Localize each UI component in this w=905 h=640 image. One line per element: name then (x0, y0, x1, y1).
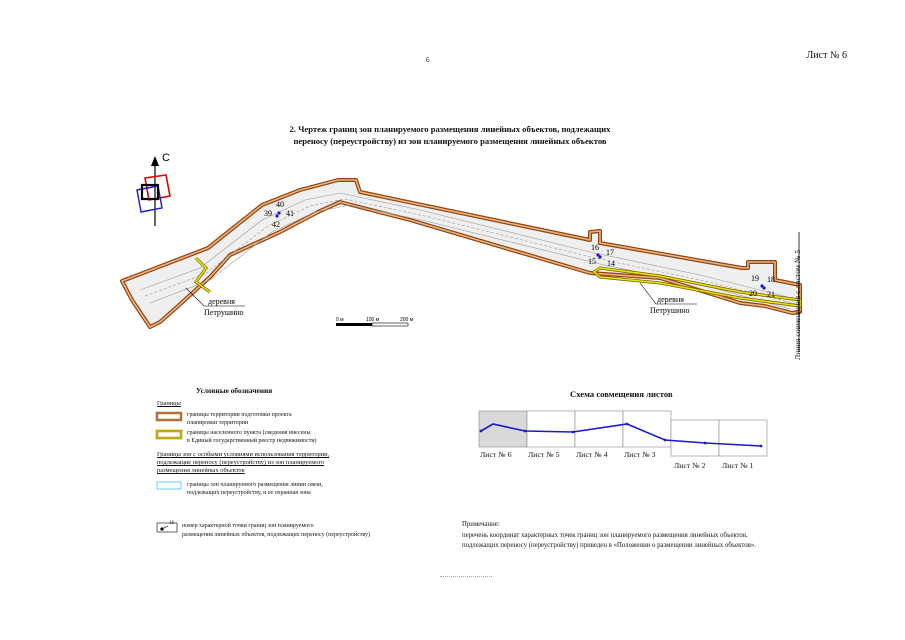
point-label: 19 (751, 274, 759, 283)
legend-text: границы зон планируемого размещения линии связи, (187, 482, 323, 488)
point-label: 21 (767, 290, 775, 299)
legend-swatch-settlement (157, 431, 181, 438)
point-label: 40 (276, 200, 284, 209)
legend-text: границы территории подготовки проекта (187, 412, 292, 418)
match-line-label-container (790, 232, 810, 362)
sheet-scheme (479, 411, 767, 456)
north-letter: С (162, 152, 170, 164)
legend-text: Границы зон с особыми условиями использования территории, (157, 451, 330, 458)
scheme-sheet-2: Лист № 2 (674, 461, 706, 470)
note-line-2: подлежащих переносу (переустройству) приведен в «Положении о размещении линейных объектов». (462, 542, 756, 549)
point-label: 41 (286, 209, 294, 218)
legend-item-settlement (187, 429, 317, 445)
scheme-sheet-3: Лист № 3 (624, 450, 656, 459)
point-label: 16 (591, 243, 599, 252)
legend-point-marker-icon (157, 523, 177, 532)
point-label: 17 (606, 248, 614, 257)
sheet-number: Лист № 6 (806, 50, 847, 61)
legend-swatch-project (157, 413, 181, 420)
scheme-sheet-1: Лист № 1 (722, 461, 754, 470)
legend-swatch-communication (157, 482, 181, 489)
legend-text: подлежащих переустройству, и ее охранная зона (187, 490, 311, 496)
note-label: Примечание: (462, 521, 500, 528)
village-leaders (186, 283, 697, 306)
point-label: 20 (749, 289, 757, 298)
point-label: 15 (588, 257, 596, 266)
legend-text: подлежащие переносу (переустройству) из зон планируемого (157, 459, 325, 466)
legend-text: размещения линейных объектов (157, 467, 245, 474)
scale-tick-0: 0 м (336, 317, 344, 323)
scheme-title: Схема совмещения листов (570, 389, 673, 399)
scheme-sheet-5: Лист № 5 (528, 450, 560, 459)
scale-tick-200: 200 м (400, 317, 414, 323)
legend-item-communication (187, 481, 323, 497)
legend-item-project (187, 411, 292, 427)
title-line-2: переносу (переустройству) из зон планируемого размещения линейных объектов (293, 136, 607, 146)
village-label-right: деревня (657, 295, 684, 304)
note-line-1: перечень координат характерных точек границ зон планируемого размещения линейных объектов, (462, 532, 748, 539)
village-name-left: Петрушино (204, 308, 244, 317)
legend-group-boundaries: Границы (157, 400, 181, 407)
scale-tick-100: 100 м (366, 317, 380, 323)
legend-text: размещения линейных объектов, подлежащих переносу (переустройству) (182, 532, 371, 538)
legend-title: Условные обозначения (196, 386, 273, 395)
footer-divider (440, 576, 492, 577)
village-name-right: Петрушино (650, 306, 690, 315)
scheme-sheet-6: Лист № 6 (480, 450, 512, 459)
point-label: 42 (272, 220, 280, 229)
legend-marker-number: 18 (169, 521, 174, 526)
scheme-sheet-4: Лист № 4 (576, 450, 608, 459)
legend-text: номер характерной точки границ зон планируемого (182, 523, 314, 529)
scheme-cell-current (479, 411, 527, 447)
north-arrow-icon (137, 152, 170, 226)
point-label: 39 (264, 209, 272, 218)
legend-text: границы населенного пункта (сведения внесены (187, 430, 311, 436)
match-line-label: Линия совмещения с листом № 5 (793, 249, 802, 360)
legend-text: планировки территории (187, 420, 249, 426)
title-line-1: 2. Чертеж границ зон планируемого размещения линейных объектов, подлежащих (289, 124, 611, 134)
village-label-left: деревня (208, 297, 235, 306)
legend-item-point (182, 522, 370, 540)
legend-group-special-zones (157, 451, 329, 475)
point-label: 18 (767, 275, 775, 284)
point-label: 14 (607, 259, 615, 268)
legend-text: в Единый государственный реестр недвижимости) (187, 438, 317, 444)
page-number: 6 (426, 56, 430, 64)
scale-bar (336, 317, 414, 326)
